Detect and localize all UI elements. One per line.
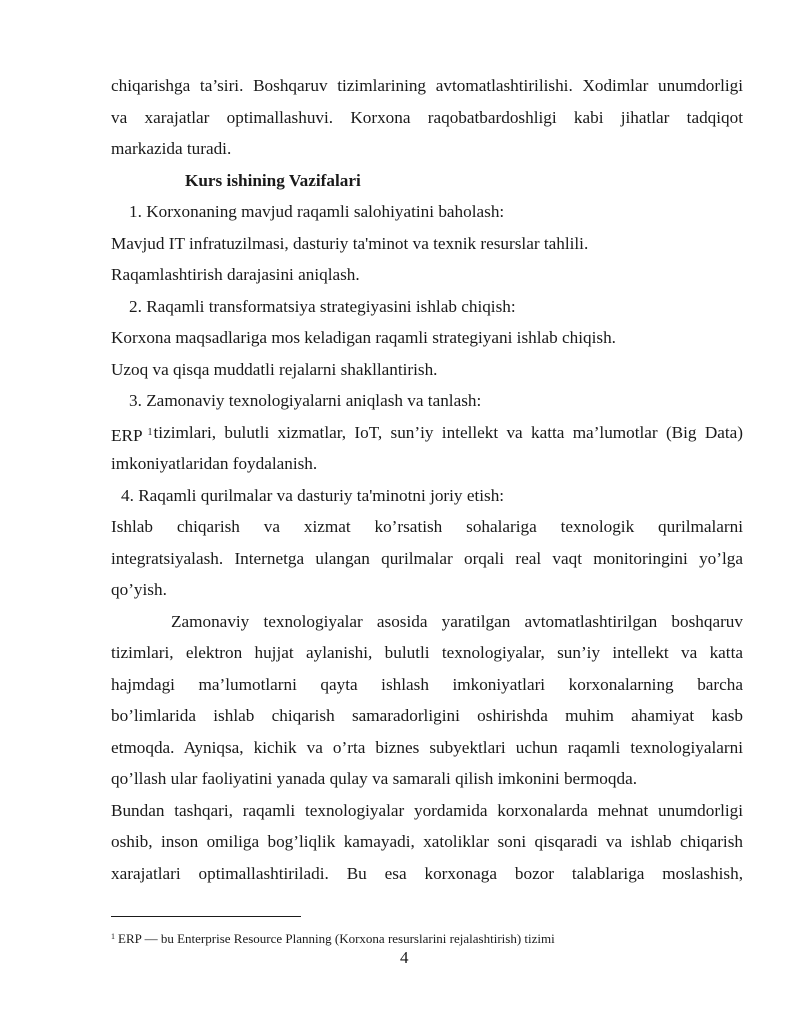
paragraph-1-line-1: Zamonaviy texnologiyalar asosida yaratilgan avtomatlashtirilgan boshqaruv bbox=[171, 611, 743, 631]
footnote-text: ERP — bu Enterprise Resource Planning (Korxona resurslarini rejalashtirish) tizimi bbox=[118, 931, 555, 946]
intro-line-1: chiqarishga ta’siri. Boshqaruv tizimlarining avtomatlashtirilishi. Xodimlar unumdorligi bbox=[111, 76, 743, 95]
task-2-line-2: Uzoq va qisqa muddatli rejalarni shakllantirish. bbox=[111, 359, 438, 379]
task-3-line-1: imkoniyatlaridan foydalanish. bbox=[111, 454, 318, 473]
paragraph-1-line-6: qo’llash ular faoliyatini yanada qulay va samarali qilish imkonini bermoqda. bbox=[111, 769, 637, 788]
section-heading: Kurs ishining Vazifalari bbox=[185, 170, 361, 190]
paragraph-1-line-5: etmoqda. Ayniqsa, kichik va o’rta biznes subyektlari uchun raqamli texnologiyalarni bbox=[111, 737, 743, 757]
task-1-line-2: Raqamlashtirish darajasini aniqlash. bbox=[111, 265, 360, 284]
task-3-erp-line bbox=[111, 417, 743, 449]
intro-line-3: markazida turadi. bbox=[111, 139, 232, 158]
task-2-line-1: Korxona maqsadlariga mos keladigan raqamli strategiyani ishlab chiqish. bbox=[111, 328, 616, 347]
task-4-line-2: integratsiyalash. Internetga ulangan qurilmalar orqali real vaqt monitoringini yo’lga bbox=[111, 548, 743, 568]
footnote-separator bbox=[111, 916, 301, 917]
footnote bbox=[111, 928, 743, 948]
page-number: 4 bbox=[400, 948, 409, 967]
task-2-title: 2. Raqamli transformatsiya strategiyasini ishlab chiqish: bbox=[129, 296, 516, 316]
intro-line-2: va xarajatlar optimallashuvi. Korxona raqobatbardoshligi kabi jihatlar tadqiqot bbox=[111, 107, 743, 127]
task-1-title: 1. Korxonaning mavjud raqamli salohiyatini baholash: bbox=[129, 202, 505, 221]
task-4-line-3: qo’yish. bbox=[111, 580, 167, 599]
paragraph-2-line-2: oshib, inson omiliga bog’liqlik kamayadi, xatoliklar soni qisqaradi va ishlab chiqarish bbox=[111, 832, 743, 851]
task-4-title: 4. Raqamli qurilmalar va dasturiy ta'minotni joriy etish: bbox=[121, 485, 505, 505]
erp-prefix: ERP bbox=[111, 425, 143, 445]
erp-rest: tizimlari, bulutli xizmatlar, IoT, sun’iy intellekt va katta ma’lumotlar (Big Data) bbox=[153, 422, 743, 442]
erp-term bbox=[111, 417, 153, 449]
paragraph-1-line-2: tizimlari, elektron hujjat aylanishi, bulutli texnologiyalar, sun’iy intellekt va katta bbox=[111, 643, 743, 662]
paragraph-2-line-3: xarajatlari optimallashtiriladi. Bu esa korxonaga bozor talablariga moslashish, bbox=[111, 863, 743, 883]
body-text bbox=[111, 70, 743, 889]
paragraph-1-line-4: bo’limlarida ishlab chiqarish samaradorligini oshirishda muhim ahamiyat kasb bbox=[111, 706, 743, 725]
task-3-title: 3. Zamonaviy texnologiyalarni aniqlash va tanlash: bbox=[129, 391, 482, 410]
task-4-line-1: Ishlab chiqarish va xizmat ko’rsatish sohalariga texnologik qurilmalarni bbox=[111, 517, 743, 536]
task-1-line-1: Mavjud IT infratuzilmasi, dasturiy ta'minot va texnik resurslar tahlili. bbox=[111, 233, 589, 253]
footnote-mark: 1 bbox=[111, 932, 115, 941]
paragraph-1-line-3: hajmdagi ma’lumotlarni qayta ishlash imkoniyatlari korxonalarning barcha bbox=[111, 674, 743, 694]
footnote-reference: 1 bbox=[147, 426, 153, 438]
paragraph-2-line-1: Bundan tashqari, raqamli texnologiyalar yordamida korxonalarda mehnat unumdorligi bbox=[111, 800, 743, 820]
